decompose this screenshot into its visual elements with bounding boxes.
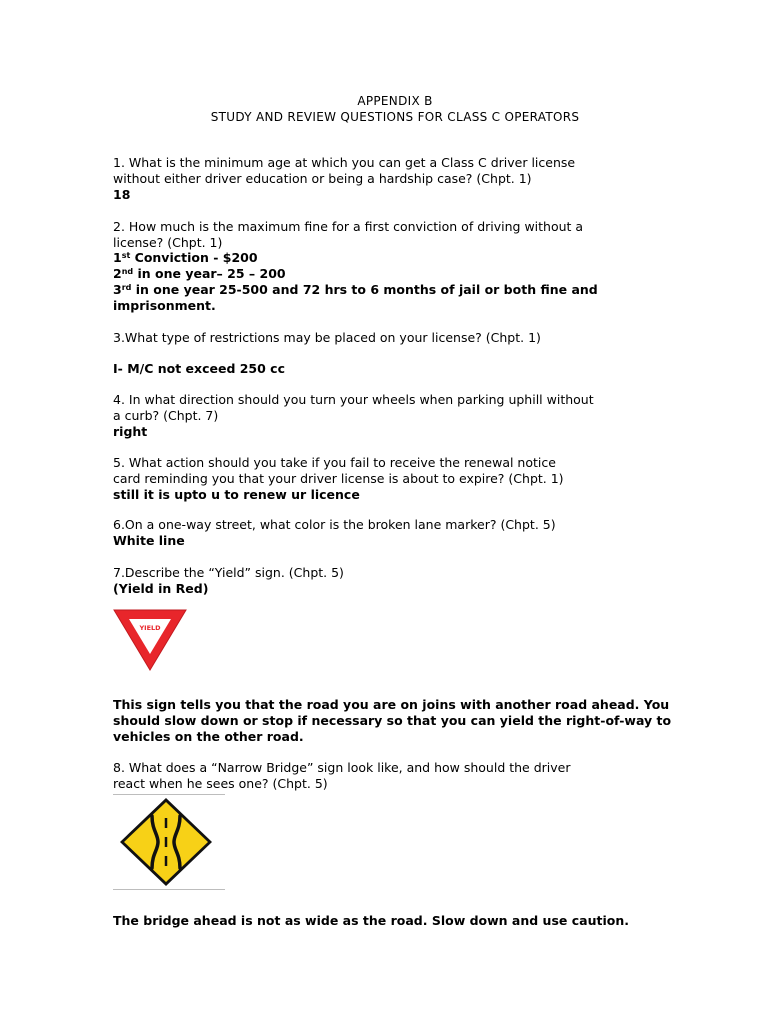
ordinal-number: 1 bbox=[113, 250, 122, 265]
question-8-line-1: 8. What does a “Narrow Bridge” sign look like, and how should the driver bbox=[113, 760, 571, 775]
yield-sign-label: YIELD bbox=[139, 624, 161, 632]
answer-5: still it is upto u to renew ur licence bbox=[113, 487, 360, 502]
question-4-line-2: a curb? (Chpt. 7) bbox=[113, 408, 219, 423]
yield-explanation-line-1: This sign tells you that the road you are on joins with another road ahead. You bbox=[113, 697, 670, 712]
answer-2-second-conviction bbox=[113, 266, 286, 282]
narrow-bridge-sign-image bbox=[118, 796, 214, 888]
answer-2-first-conviction bbox=[113, 250, 258, 266]
question-5-line-1: 5. What action should you take if you fail to receive the renewal notice bbox=[113, 455, 556, 470]
answer-8: The bridge ahead is not as wide as the road. Slow down and use caution. bbox=[113, 913, 629, 928]
yield-explanation-line-3: vehicles on the other road. bbox=[113, 729, 304, 744]
ordinal-number: 2 bbox=[113, 266, 122, 281]
question-2-line-2: license? (Chpt. 1) bbox=[113, 235, 223, 250]
question-8-line-2: react when he sees one? (Chpt. 5) bbox=[113, 776, 328, 791]
question-3-line-1: 3.What type of restrictions may be placed on your license? (Chpt. 1) bbox=[113, 330, 541, 345]
question-4-line-1: 4. In what direction should you turn your wheels when parking uphill without bbox=[113, 392, 594, 407]
ordinal-number: 3 bbox=[113, 282, 122, 297]
appendix-heading: APPENDIX B bbox=[357, 94, 433, 108]
answer-text: Conviction - $200 bbox=[130, 250, 258, 265]
answer-text: in one year 25-500 and 72 hrs to 6 months of jail or both fine and bbox=[131, 282, 598, 297]
question-1-line-1: 1. What is the minimum age at which you can get a Class C driver license bbox=[113, 155, 576, 170]
answer-4: right bbox=[113, 424, 148, 439]
image-top-rule bbox=[113, 794, 225, 795]
answer-3: I- M/C not exceed 250 cc bbox=[113, 361, 286, 376]
question-2-line-1: 2. How much is the maximum fine for a first conviction of driving without a bbox=[113, 219, 584, 234]
yield-sign-image bbox=[112, 607, 188, 673]
answer-1: 18 bbox=[113, 187, 131, 202]
question-5-line-2: card reminding you that your driver license is about to expire? (Chpt. 1) bbox=[113, 471, 564, 486]
image-bottom-rule bbox=[113, 889, 225, 890]
ordinal-suffix: nd bbox=[121, 267, 134, 276]
answer-6: White line bbox=[113, 533, 185, 548]
answer-2-third-conviction-line-2: imprisonment. bbox=[113, 298, 216, 313]
yield-explanation-line-2: should slow down or stop if necessary so that you can yield the right-of-way to bbox=[113, 713, 672, 728]
question-7-line-1: 7.Describe the “Yield” sign. (Chpt. 5) bbox=[113, 565, 344, 580]
ordinal-suffix: st bbox=[121, 251, 131, 260]
answer-2-third-conviction bbox=[113, 282, 598, 298]
document-title: STUDY AND REVIEW QUESTIONS FOR CLASS C OPERATORS bbox=[210, 110, 580, 124]
question-1-line-2: without either driver education or being a hardship case? (Chpt. 1) bbox=[113, 171, 532, 186]
answer-text: in one year– 25 – 200 bbox=[133, 266, 286, 281]
question-6-line-1: 6.On a one-way street, what color is the broken lane marker? (Chpt. 5) bbox=[113, 517, 556, 532]
ordinal-suffix: rd bbox=[121, 283, 132, 292]
answer-7: (Yield in Red) bbox=[113, 581, 209, 596]
